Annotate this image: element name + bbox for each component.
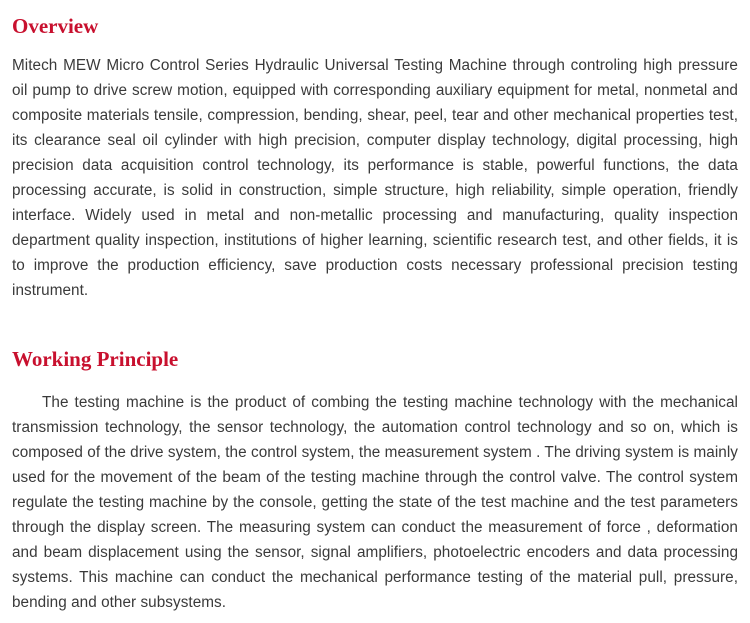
overview-paragraph: Mitech MEW Micro Control Series Hydraulic Universal Testing Machine through controling high pressure oil pump to drive screw motion, equipped with corresponding auxiliary equipment for metal, nonmetal and composite materials tensile, compression, bending, shear, peel, tear and other mechanical properties test, its clearance seal oil cylinder with high precision, computer display technology, digital processing, high precision data acquisition control technology, its performance is stable, powerful functions, the data processing accurate, is solid in construction, simple structure, high reliability, simple operation, friendly interface. Widely used in metal and non-metallic processing and manufacturing, quality inspection department quality inspection, institutions of higher learning, scientific research test, and other fields, it is to improve the production efficiency, save production costs necessary professional precision testing instrument. [12,57,738,300]
working-principle-heading: Working Principle [12,347,179,372]
overview-heading: Overview [12,14,99,38]
working-principle-paragraph: The testing machine is the product of combing the testing machine technology with the mechanical transmission technology, the sensor technology, the automation control technology and so on, which is composed of the drive system, the control system, the measurement system . The driving system is mainly used for the movement of the beam of the testing machine through the control valve. The control system regulate the testing machine by the console, getting the state of the test machine and the test parameters through the display screen. The measuring system can conduct the measurement of force , deformation and beam displacement using the sensor, signal amplifiers, photoelectric encoders and data processing systems. This machine can conduct the mechanical performance testing of the material pull, pressure, bending and other subsystems. [12,394,738,612]
